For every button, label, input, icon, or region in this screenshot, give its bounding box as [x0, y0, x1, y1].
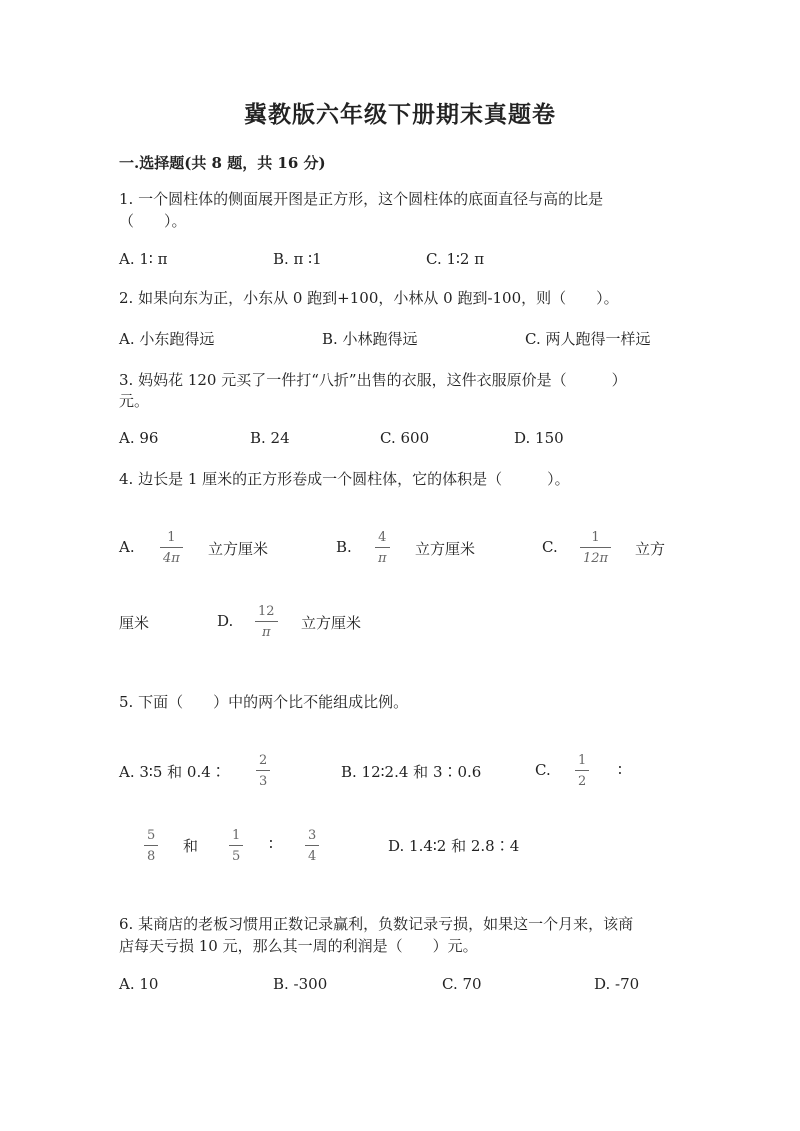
question-5-option-c-fraction-3	[229, 829, 243, 863]
fraction-numerator: 1	[167, 530, 176, 545]
question-4-option-a-unit: 立方厘米	[208, 540, 269, 558]
question-5-option-c-fraction-2	[144, 829, 158, 863]
question-5-option-b: B. 12∶2.4 和 3∶0.6	[341, 763, 482, 781]
question-3-option-c: C. 600	[380, 429, 430, 447]
fraction-numerator: 12	[258, 604, 275, 619]
exam-title: 冀教版六年级下册期末真题卷	[244, 101, 556, 128]
question-4-option-c-unit-wrap: 厘米	[119, 614, 150, 632]
question-4-option-a-letter: A.	[119, 538, 135, 556]
question-5-option-c-letter: C.	[535, 761, 551, 779]
question-2-option-a: A. 小东跑得远	[119, 330, 215, 348]
fraction-denominator: 3	[259, 774, 268, 789]
fraction-numerator: 1	[578, 753, 587, 768]
question-4-option-b-fraction	[375, 531, 390, 565]
question-5-option-a-fraction	[256, 754, 270, 788]
question-1-option-c: C. 1∶2 π	[426, 250, 485, 268]
question-4-option-c-fraction	[580, 531, 611, 565]
question-4-option-b-unit: 立方厘米	[415, 540, 476, 558]
fraction-numerator: 3	[308, 828, 317, 843]
question-5-option-c-ratio-sign-2: ∶	[269, 835, 273, 853]
question-3-text: 3. 妈妈花 120 元买了一件打“八折”出售的衣服，这件衣服原价是（ ）	[119, 371, 627, 389]
question-5-text: 5. 下面（ ）中的两个比不能组成比例。	[119, 693, 409, 711]
question-6-text-cont: 店每天亏损 10 元，那么其一周的利润是（ ）元。	[119, 937, 478, 955]
question-3-option-a: A. 96	[119, 429, 159, 447]
question-5-option-c-fraction-4	[305, 829, 319, 863]
question-6-option-c: C. 70	[442, 975, 482, 993]
question-6-option-d: D. -70	[594, 975, 640, 993]
question-5-option-c-ratio-sign: ∶	[618, 761, 622, 779]
question-6-text: 6. 某商店的老板习惯用正数记录赢利，负数记录亏损，如果这一个月来，该商	[119, 915, 634, 933]
fraction-denominator: 8	[147, 849, 156, 864]
question-1-text: 1. 一个圆柱体的侧面展开图是正方形，这个圆柱体的底面直径与高的比是	[119, 190, 604, 208]
question-5-option-c-fraction-1	[575, 754, 589, 788]
question-4-option-a-fraction	[160, 531, 183, 565]
fraction-denominator: 4	[308, 849, 317, 864]
question-4-option-d-unit: 立方厘米	[301, 614, 362, 632]
fraction-numerator: 1	[232, 828, 241, 843]
question-5-option-d: D. 1.4∶2 和 2.8∶4	[388, 837, 520, 855]
question-3-option-b: B. 24	[250, 429, 290, 447]
question-4-option-b-letter: B.	[336, 538, 352, 556]
question-3-text-cont: 元。	[119, 392, 150, 410]
question-5-option-c-and: 和	[183, 837, 199, 855]
section-heading: 一.选择题(共 8 题，共 16 分)	[119, 154, 326, 172]
fraction-denominator: 4π	[163, 551, 180, 566]
question-2-text: 2. 如果向东为正，小东从 0 跑到+100，小林从 0 跑到-100，则（ ）。	[119, 289, 619, 307]
question-6-option-a: A. 10	[119, 975, 159, 993]
question-4-option-c-unit: 立方	[635, 540, 666, 558]
fraction-denominator: 12π	[583, 551, 609, 566]
question-1-text-cont: （ ）。	[119, 212, 187, 230]
fraction-denominator: 5	[232, 849, 241, 864]
question-4-option-d-fraction	[255, 605, 278, 639]
question-2-option-c: C. 两人跑得一样远	[525, 330, 651, 348]
fraction-denominator: π	[378, 551, 387, 566]
fraction-numerator: 4	[378, 530, 387, 545]
question-4-option-c-letter: C.	[542, 538, 558, 556]
fraction-denominator: 2	[578, 774, 587, 789]
question-4-text: 4. 边长是 1 厘米的正方形卷成一个圆柱体，它的体积是（ ）。	[119, 470, 570, 488]
fraction-numerator: 2	[259, 753, 268, 768]
question-2-option-b: B. 小林跑得远	[322, 330, 418, 348]
question-1-option-a: A. 1∶ π	[119, 250, 168, 268]
question-5-option-a-text: A. 3∶5 和 0.4∶	[119, 763, 226, 781]
question-1-option-b: B. π ∶1	[273, 250, 322, 268]
fraction-numerator: 5	[147, 828, 156, 843]
question-4-option-d-letter: D.	[217, 612, 234, 630]
fraction-numerator: 1	[591, 530, 600, 545]
question-3-option-d: D. 150	[514, 429, 564, 447]
fraction-denominator: π	[262, 625, 271, 640]
question-6-option-b: B. -300	[273, 975, 328, 993]
